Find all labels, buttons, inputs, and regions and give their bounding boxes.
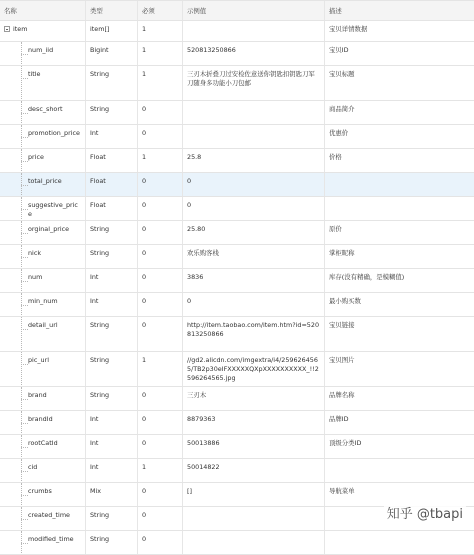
field-example: 25.80 bbox=[183, 221, 325, 244]
field-required: 1 bbox=[138, 149, 183, 172]
field-example: 3836 bbox=[183, 269, 325, 292]
field-description: 宝贝ID bbox=[329, 46, 349, 54]
field-description: 导航菜单 bbox=[329, 487, 355, 495]
field-type: String bbox=[86, 387, 138, 410]
field-example bbox=[183, 21, 325, 41]
field-type: String bbox=[86, 507, 138, 530]
field-description bbox=[325, 197, 474, 220]
watermark: 知乎 @tbapi bbox=[384, 502, 466, 523]
field-example: 0 bbox=[183, 293, 325, 316]
field-name: suggestive_price bbox=[28, 201, 78, 218]
field-description: 品牌ID bbox=[329, 415, 349, 423]
table-row[interactable] bbox=[0, 352, 474, 387]
tree-guide-line bbox=[21, 66, 22, 100]
table-row[interactable] bbox=[0, 101, 474, 125]
tree-branch-line bbox=[21, 257, 28, 258]
table-row[interactable] bbox=[0, 125, 474, 149]
field-type: Mix bbox=[86, 483, 138, 506]
field-required: 0 bbox=[138, 507, 183, 530]
field-description: 最小购买数 bbox=[329, 297, 361, 305]
field-type: String bbox=[86, 66, 138, 100]
field-name: price bbox=[28, 153, 44, 161]
column-header-description[interactable]: 描述 bbox=[329, 7, 342, 15]
field-description: 商品简介 bbox=[329, 105, 355, 113]
field-description: 宝贝图片 bbox=[329, 356, 355, 364]
tree-branch-line bbox=[21, 281, 28, 282]
tree-branch-line bbox=[21, 185, 28, 186]
field-required: 0 bbox=[138, 101, 183, 124]
field-example: 50014822 bbox=[183, 459, 325, 482]
field-description: 库存(没有精确，是模糊值) bbox=[329, 273, 405, 281]
field-name: detail_url bbox=[28, 321, 58, 329]
field-type: Int bbox=[86, 435, 138, 458]
table-row[interactable] bbox=[0, 293, 474, 317]
field-type: Int bbox=[86, 459, 138, 482]
field-name: desc_short bbox=[28, 105, 63, 113]
field-name: brand bbox=[28, 391, 47, 399]
field-description: 品牌名称 bbox=[329, 391, 355, 399]
field-example: 欢乐购客栈 bbox=[183, 245, 325, 268]
tree-branch-line bbox=[21, 113, 28, 114]
field-name: title bbox=[28, 70, 41, 78]
field-example: 8879363 bbox=[183, 411, 325, 434]
field-required: 0 bbox=[138, 411, 183, 434]
field-description bbox=[325, 459, 474, 482]
field-description: 掌柜昵称 bbox=[329, 249, 355, 257]
field-name: pic_url bbox=[28, 356, 49, 364]
field-description: 顶级分类ID bbox=[329, 439, 362, 447]
tree-branch-line bbox=[21, 233, 28, 234]
table-row[interactable] bbox=[0, 411, 474, 435]
table-row[interactable] bbox=[0, 435, 474, 459]
field-required: 0 bbox=[138, 531, 183, 554]
field-name: cid bbox=[28, 463, 38, 471]
table-row[interactable] bbox=[0, 387, 474, 411]
column-header-type[interactable]: 类型 bbox=[86, 1, 138, 20]
tree-branch-line bbox=[21, 329, 28, 330]
table-header bbox=[0, 0, 474, 21]
field-type: Float bbox=[86, 197, 138, 220]
field-example: 0 bbox=[183, 173, 325, 196]
field-required: 0 bbox=[138, 387, 183, 410]
tree-branch-line bbox=[21, 54, 28, 55]
tree-branch-line bbox=[21, 364, 28, 365]
column-header-required[interactable]: 必须 bbox=[138, 1, 183, 20]
field-example bbox=[183, 531, 325, 554]
tree-branch-line bbox=[21, 137, 28, 138]
field-required: 0 bbox=[138, 125, 183, 148]
field-description: 宝贝详情数据 bbox=[329, 25, 368, 33]
tree-branch-line bbox=[21, 543, 28, 544]
field-type: item[] bbox=[86, 21, 138, 41]
field-example bbox=[183, 125, 325, 148]
field-type: Float bbox=[86, 173, 138, 196]
field-name: total_price bbox=[28, 177, 62, 185]
tree-branch-line bbox=[21, 495, 28, 496]
field-name: created_time bbox=[28, 511, 70, 519]
field-required: 1 bbox=[138, 21, 183, 41]
field-type: String bbox=[86, 221, 138, 244]
field-required: 0 bbox=[138, 317, 183, 351]
table-row[interactable] bbox=[0, 459, 474, 483]
tree-branch-line bbox=[21, 447, 28, 448]
field-description: 宝贝标题 bbox=[329, 70, 355, 78]
field-type: Float bbox=[86, 149, 138, 172]
table-row[interactable] bbox=[0, 42, 474, 66]
root-field-name: item bbox=[13, 25, 28, 33]
field-name: rootCatId bbox=[28, 439, 58, 447]
column-header-example[interactable]: 示例值 bbox=[183, 1, 325, 20]
field-name: modified_time bbox=[28, 535, 74, 543]
table-row[interactable] bbox=[0, 221, 474, 245]
field-required: 1 bbox=[138, 42, 183, 65]
field-example: 0 bbox=[183, 197, 325, 220]
field-type: String bbox=[86, 101, 138, 124]
field-required: 0 bbox=[138, 293, 183, 316]
field-example: 三刃木 bbox=[183, 387, 325, 410]
table-row[interactable] bbox=[0, 173, 474, 197]
table-row[interactable] bbox=[0, 317, 474, 352]
tree-branch-line bbox=[21, 423, 28, 424]
field-name: nick bbox=[28, 249, 42, 257]
field-required: 0 bbox=[138, 173, 183, 196]
field-name: brandId bbox=[28, 415, 53, 423]
field-example bbox=[183, 507, 325, 530]
tree-guide-line bbox=[21, 352, 22, 386]
field-type: Int bbox=[86, 125, 138, 148]
tree-branch-line bbox=[21, 209, 28, 210]
field-example: //gd2.alicdn.com/imgextra/i4/2596264565/TB2p30eIFXXXXXQXpXXXXXXXXXX_!!2596264565.jpg bbox=[183, 352, 325, 386]
tree-branch-line bbox=[21, 305, 28, 306]
field-type: String bbox=[86, 317, 138, 351]
table-row[interactable] bbox=[0, 197, 474, 221]
tree-root-row[interactable] bbox=[0, 21, 474, 42]
field-type: Bigint bbox=[86, 42, 138, 65]
field-description: 价格 bbox=[329, 153, 342, 161]
field-description: 宝贝链接 bbox=[329, 321, 355, 329]
field-name: num bbox=[28, 273, 43, 281]
field-name: min_num bbox=[28, 297, 58, 305]
tree-branch-line bbox=[21, 399, 28, 400]
field-example: 三刃木折叠刀过安检佐意送你钥匙扣钥匙刀军刀随身多功能小刀包邮 bbox=[183, 66, 325, 100]
field-required: 0 bbox=[138, 483, 183, 506]
tree-branch-line bbox=[21, 471, 28, 472]
field-description bbox=[325, 531, 474, 554]
field-required: 1 bbox=[138, 66, 183, 100]
table-row[interactable] bbox=[0, 531, 474, 555]
field-type: String bbox=[86, 245, 138, 268]
collapse-toggle-icon[interactable] bbox=[4, 26, 10, 32]
field-required: 1 bbox=[138, 352, 183, 386]
tree-branch-line bbox=[21, 78, 28, 79]
field-name: promotion_price bbox=[28, 129, 80, 137]
field-example: [] bbox=[183, 483, 325, 506]
field-example: 25.8 bbox=[183, 149, 325, 172]
table-row[interactable] bbox=[0, 149, 474, 173]
tree-guide-line bbox=[21, 317, 22, 351]
field-example: 50013886 bbox=[183, 435, 325, 458]
field-example: http://item.taobao.com/item.htm?id=520813250866 bbox=[183, 317, 325, 351]
field-name: num_iid bbox=[28, 46, 54, 54]
field-required: 0 bbox=[138, 269, 183, 292]
field-description bbox=[325, 173, 474, 196]
field-required: 1 bbox=[138, 459, 183, 482]
column-header-name[interactable]: 名称 bbox=[0, 1, 86, 20]
field-type: String bbox=[86, 352, 138, 386]
field-type: String bbox=[86, 531, 138, 554]
field-required: 0 bbox=[138, 435, 183, 458]
tree-branch-line bbox=[21, 161, 28, 162]
tree-branch-line bbox=[21, 519, 28, 520]
table-row[interactable] bbox=[0, 269, 474, 293]
field-name: orginal_price bbox=[28, 225, 70, 233]
table-row[interactable] bbox=[0, 245, 474, 269]
field-name: crumbs bbox=[28, 487, 52, 495]
field-type: Int bbox=[86, 411, 138, 434]
field-description: 原价 bbox=[329, 225, 342, 233]
field-example bbox=[183, 101, 325, 124]
table-row[interactable] bbox=[0, 66, 474, 101]
field-type: Int bbox=[86, 293, 138, 316]
field-example: 520813250866 bbox=[183, 42, 325, 65]
field-required: 0 bbox=[138, 197, 183, 220]
field-required: 0 bbox=[138, 221, 183, 244]
child-rows bbox=[0, 42, 474, 555]
field-type: Int bbox=[86, 269, 138, 292]
field-description: 优惠价 bbox=[329, 129, 349, 137]
field-required: 0 bbox=[138, 245, 183, 268]
